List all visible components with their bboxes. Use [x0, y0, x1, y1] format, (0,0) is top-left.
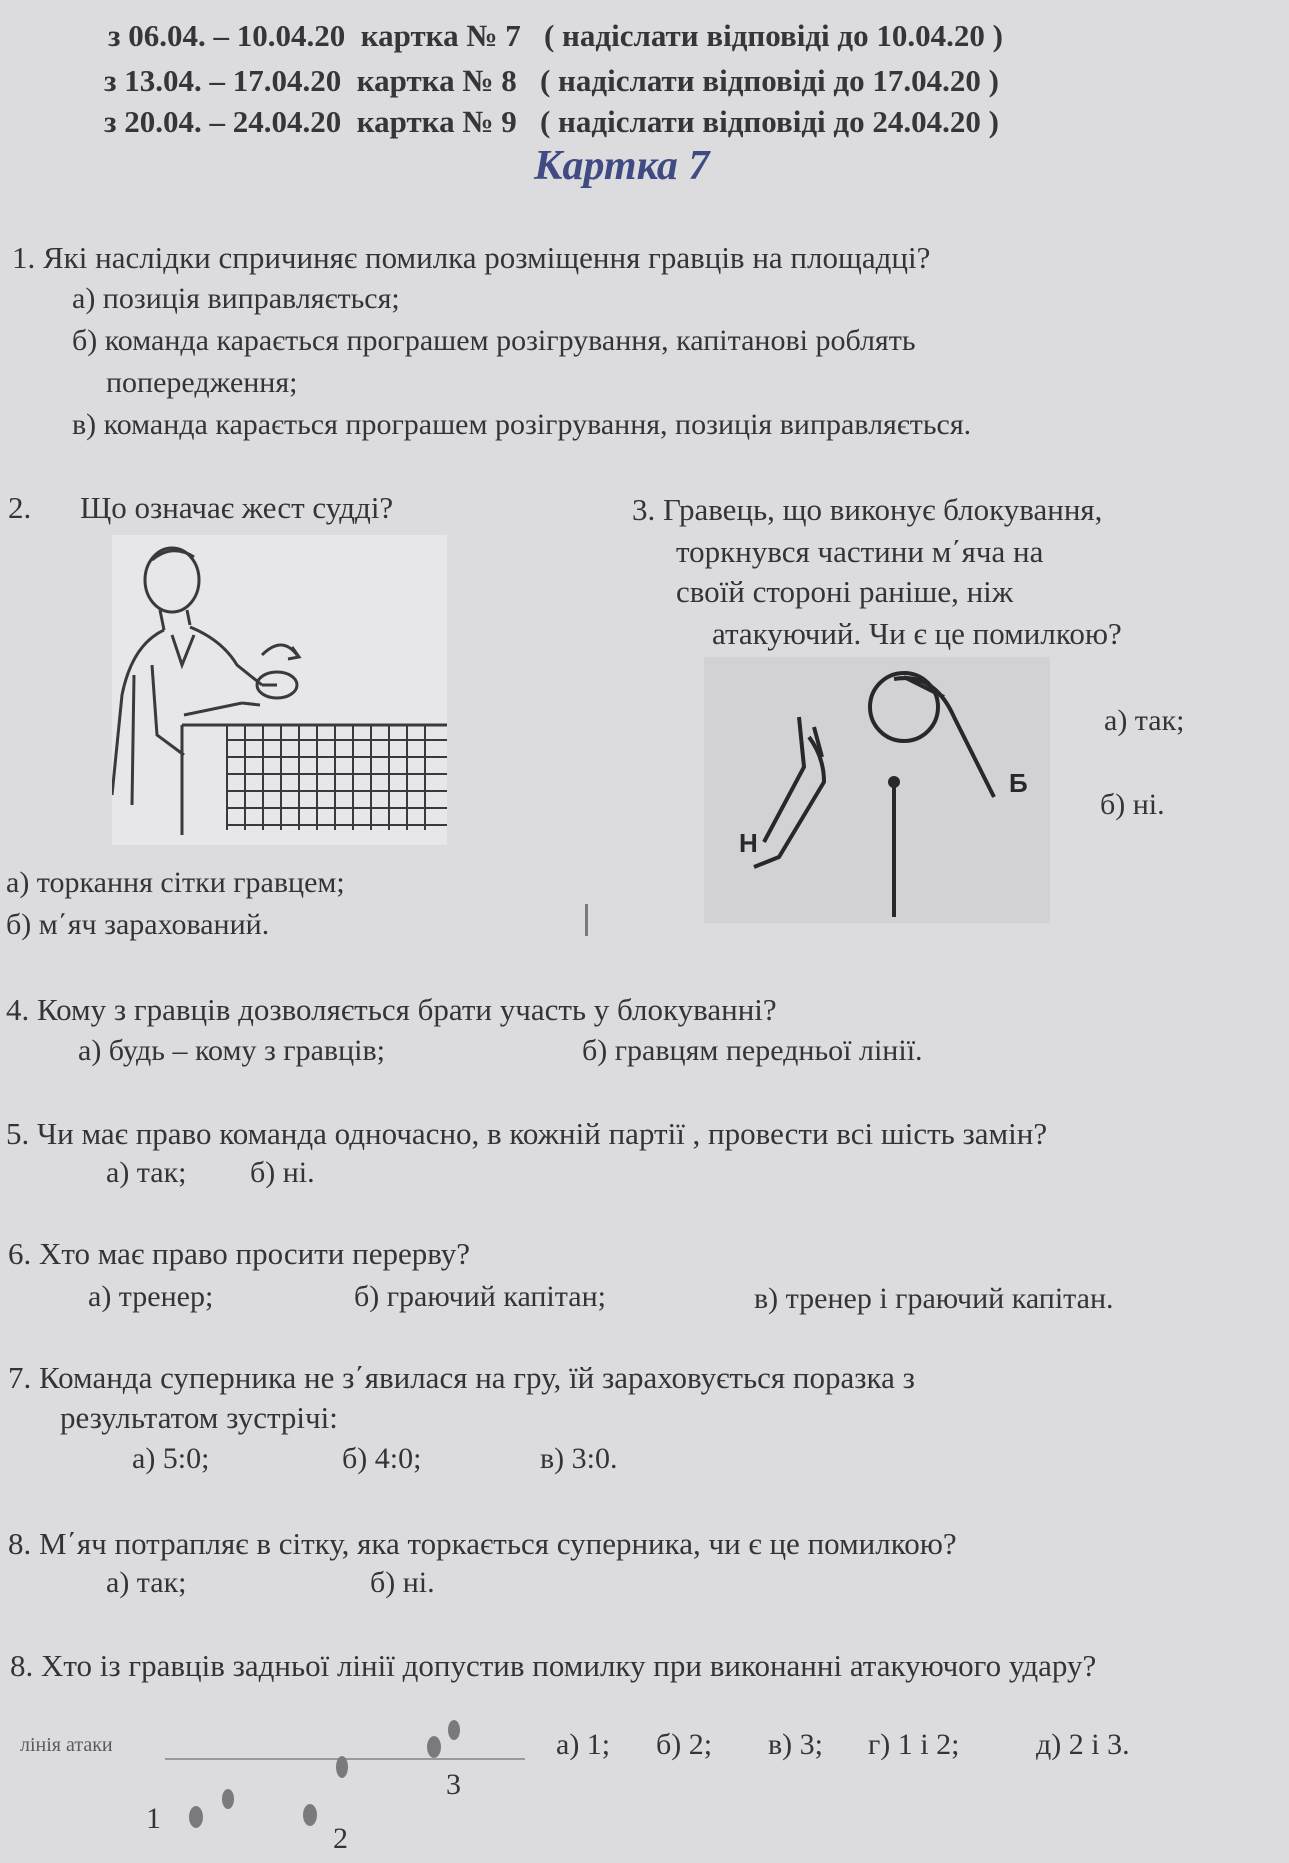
- question-1-option-a: а) позиція виправляється;: [72, 282, 400, 315]
- blocking-drawing: [704, 657, 1050, 923]
- question-7-line-2: результатом зустрічі:: [60, 1400, 338, 1435]
- schedule-note: ( надіслати відповіді до 24.04.20 ): [539, 104, 999, 139]
- question-3-line-2: торкнувся частини м΄яча на: [676, 534, 1044, 569]
- referee-gesture-drawing: [112, 535, 447, 845]
- schedule-row-2: [104, 63, 999, 99]
- question-3-line-4: атакуючий. Чи є це помилкою?: [712, 616, 1122, 651]
- question-7-option-b: б) 4:0;: [342, 1442, 422, 1475]
- question-7-option-c: в) 3:0.: [540, 1442, 618, 1475]
- schedule-card: картка № 7: [360, 18, 521, 53]
- label-b: Б: [1009, 768, 1028, 798]
- question-2-option-b: б) м΄яч зарахований.: [6, 908, 270, 941]
- question-7-line-1: 7. Команда суперника не з΄явилася на гру, їй зараховується поразка з: [8, 1360, 915, 1395]
- question-3-line-3: своїй стороні раніше, ніж: [676, 574, 1014, 609]
- player-3-label: 3: [446, 1768, 461, 1801]
- player-2-label: 2: [333, 1822, 348, 1855]
- schedule-note: ( надіслати відповіді до 17.04.20 ): [539, 63, 999, 98]
- schedule-note: ( надіслати відповіді до 10.04.20 ): [543, 18, 1003, 53]
- question-5-option-a: а) так;: [106, 1156, 187, 1189]
- question-8b-option-a: а) 1;: [556, 1728, 611, 1761]
- question-5-option-b: б) ні.: [250, 1156, 315, 1189]
- attack-line-label: лінія атаки: [20, 1734, 113, 1756]
- question-6-option-c: в) тренер і граючий капітан.: [754, 1282, 1114, 1315]
- question-8b-text: 8. Хто із гравців задньої лінії допустив помилку при виконанні атакуючого удару?: [10, 1648, 1097, 1683]
- schedule-row-3: [104, 104, 999, 140]
- schedule-card: картка № 8: [356, 63, 517, 98]
- player-1-label: 1: [146, 1802, 161, 1835]
- question-8b-option-d: г) 1 і 2;: [868, 1728, 960, 1761]
- question-8b-option-e: д) 2 і 3.: [1036, 1728, 1130, 1761]
- question-3-option-a: а) так;: [1104, 704, 1185, 737]
- question-8a-option-b: б) ні.: [370, 1566, 435, 1599]
- page-title: Картка 7: [534, 143, 710, 189]
- question-6-option-a: а) тренер;: [88, 1280, 214, 1313]
- question-1-option-b: б) команда карається програшем розігрування, капітанові роблять: [72, 324, 916, 357]
- question-6-text: 6. Хто має право просити перерву?: [8, 1236, 471, 1271]
- question-8b-option-c: в) 3;: [768, 1728, 823, 1761]
- question-5-text: 5. Чи має право команда одночасно, в кожній партії , провести всі шість замін?: [6, 1116, 1048, 1151]
- question-4-option-a: а) будь – кому з гравців;: [78, 1034, 385, 1067]
- question-2-option-a: а) торкання сітки гравцем;: [6, 866, 345, 899]
- schedule-card: картка № 9: [356, 104, 517, 139]
- schedule-dates: з 06.04. – 10.04.20: [108, 18, 346, 53]
- question-2-number: 2.: [8, 490, 32, 525]
- question-8a-option-a: а) так;: [106, 1566, 187, 1599]
- question-7-option-a: а) 5:0;: [132, 1442, 210, 1475]
- question-3-option-b: б) ні.: [1100, 788, 1165, 821]
- question-4-option-b: б) гравцям передньої лінії.: [582, 1034, 923, 1067]
- question-8b-option-b: б) 2;: [656, 1728, 713, 1761]
- attack-line: [165, 1758, 525, 1760]
- question-1-text: 1. Які наслідки спричиняє помилка розміщення гравців на площадці?: [12, 240, 931, 275]
- schedule-row-1: [108, 18, 1003, 54]
- question-1-option-c: в) команда карається програшем розігрування, позиція виправляється.: [72, 408, 972, 441]
- schedule-dates: з 13.04. – 17.04.20: [104, 63, 342, 98]
- referee-gesture-figure: [112, 535, 447, 845]
- question-4-text: 4. Кому з гравців дозволяється брати участь у блокуванні?: [6, 992, 777, 1027]
- schedule-dates: з 20.04. – 24.04.20: [104, 104, 342, 139]
- question-6-option-b: б) граючий капітан;: [354, 1280, 606, 1313]
- question-2-text: Що означає жест судді?: [80, 490, 394, 525]
- blocking-figure: [704, 657, 1050, 923]
- question-1-option-b-cont: попередження;: [106, 366, 298, 399]
- question-3-line-1: 3. Гравець, що виконує блокування,: [632, 492, 1103, 527]
- label-h: Н: [739, 828, 758, 858]
- question-8a-text: 8. М΄яч потрапляє в сітку, яка торкається суперника, чи є це помилкою?: [8, 1526, 957, 1561]
- text-cursor: [585, 904, 588, 936]
